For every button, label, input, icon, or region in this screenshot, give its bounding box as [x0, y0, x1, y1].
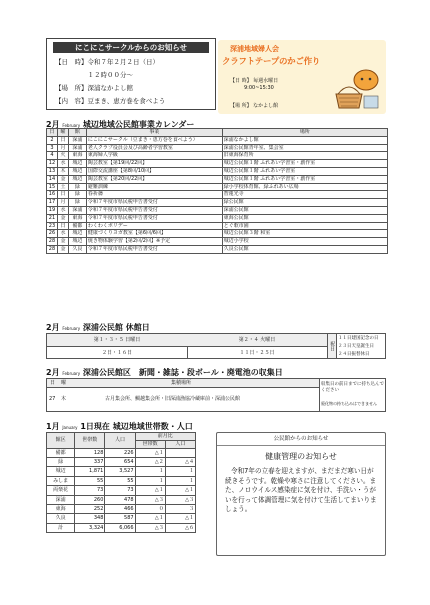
- calendar-cell-day: 16: [47, 191, 58, 199]
- population-cell-households: 337: [75, 458, 105, 467]
- calendar-cell-hall: 深浦: [68, 206, 86, 214]
- recycle-weekday: 木: [61, 396, 67, 402]
- calendar-cell-event: 国際交流講座【第8回/10回】: [86, 167, 222, 175]
- population-heading: 1月 January 1日現在 城辺地域世帯数・人口: [46, 422, 193, 431]
- calendar-cell-place: 深浦なかよし館: [222, 136, 387, 144]
- population-cell-change-households: △１: [135, 448, 165, 457]
- notice-title: にこにこサークルからのお知らせ: [53, 42, 209, 53]
- calendar-cell-hall: 緑: [68, 191, 86, 199]
- closed-col-1: [47, 334, 188, 358]
- calendar-col-event: 事業: [86, 129, 222, 137]
- calendar-row: [47, 199, 388, 207]
- recycle-note-1: 収集日の前日までに持ち込んでください: [321, 382, 384, 393]
- calendar-cell-day: 19: [47, 206, 58, 214]
- calendar-cell-weekday: 金: [57, 245, 68, 253]
- population-col-area: 館区: [47, 433, 75, 449]
- recycle-day: 27: [49, 396, 56, 402]
- calendar-cell-weekday: 金: [57, 238, 68, 246]
- calendar-heading: 2月 February 城辺地域公民館事業カレンダー: [46, 120, 195, 129]
- holiday-item: ２３日天皇誕生日: [338, 344, 374, 349]
- basket-illustration-icon: [326, 68, 382, 112]
- calendar-col-place: 場所: [222, 129, 387, 137]
- population-cell-change-households: △１: [135, 514, 165, 523]
- calendar-cell-place: とぐ歌市園: [222, 222, 387, 230]
- calendar-row: [47, 175, 388, 183]
- calendar-cell-place: 城辺公民館３階 和室: [222, 230, 387, 238]
- population-table: [46, 432, 196, 533]
- calendar-cell-hall: 城辺: [68, 238, 86, 246]
- health-notice: [216, 432, 386, 556]
- population-row: [47, 523, 196, 532]
- population-cell-households: 3,324: [75, 523, 105, 532]
- calendar-cell-hall: 緑: [68, 199, 86, 207]
- notice-row-time: １２時００分～: [81, 71, 133, 79]
- calendar-cell-day: 3: [47, 144, 58, 152]
- population-cell-change-households: △３: [135, 495, 165, 504]
- population-cell-households: 128: [75, 448, 105, 457]
- population-cell-households: 55: [75, 476, 105, 485]
- craft-poster: [218, 40, 386, 114]
- closed-box: [46, 333, 386, 359]
- population-cell-change-population: △３: [165, 495, 195, 504]
- closed-col-2: [187, 334, 328, 358]
- recycle-col-day: 日: [50, 380, 56, 386]
- population-cell-change-households: １: [135, 467, 165, 476]
- calendar-cell-hall: 深浦: [68, 144, 86, 152]
- calendar-row: [47, 245, 388, 253]
- closed-col-1-label: 第１・３・５ 日曜日: [47, 334, 187, 347]
- closed-col-1-days: ２日・１６日: [101, 350, 132, 356]
- calendar-cell-event: 春祈禱: [86, 191, 222, 199]
- calendar-row: [47, 214, 388, 222]
- calendar-cell-weekday: 日: [57, 222, 68, 230]
- population-cell-area: みしま: [47, 476, 75, 485]
- population-cell-population: 466: [105, 505, 135, 514]
- population-cell-households: 73: [75, 486, 105, 495]
- calendar-cell-hall: 備都: [68, 222, 86, 230]
- calendar-cell-hall: 城辺: [68, 175, 86, 183]
- population-cell-area: 緑: [47, 458, 75, 467]
- population-cell-area: 城辺: [47, 467, 75, 476]
- calendar-cell-day: 12: [47, 160, 58, 168]
- craft-subtitle: 深浦地域婦人会: [230, 45, 279, 53]
- calendar-cell-day: 4: [47, 152, 58, 160]
- calendar-cell-place: 城辺公民館１階 ふれあい学習室・創作室: [222, 175, 387, 183]
- population-row: [47, 448, 196, 457]
- recycle-place: 古月集会所、鯛越集会所・旧深浦漁協冷蔵庫前・深浦公民館: [105, 396, 241, 402]
- population-row: [47, 495, 196, 504]
- calendar-row: [47, 167, 388, 175]
- population-cell-change-population: １: [165, 476, 195, 485]
- calendar-cell-hall: 東海: [68, 214, 86, 222]
- population-cell-area: 久良: [47, 514, 75, 523]
- closed-holiday-label: 祝日: [328, 334, 337, 358]
- calendar-cell-weekday: 月: [57, 144, 68, 152]
- calendar-row: [47, 152, 388, 160]
- population-row: [47, 486, 196, 495]
- population-cell-area: 備都: [47, 448, 75, 457]
- calendar-cell-weekday: 金: [57, 214, 68, 222]
- calendar-cell-weekday: 水: [57, 160, 68, 168]
- population-cell-area: 東海: [47, 505, 75, 514]
- calendar-cell-event: 令和７年度市県民税申告書受付: [86, 214, 222, 222]
- health-title: 健康管理のお知らせ: [265, 452, 337, 461]
- calendar-cell-place: 城辺小学校: [222, 238, 387, 246]
- calendar-col-hall: 館: [68, 129, 86, 137]
- calendar-cell-place: 緑小学校体育館、緑ふれあい広場: [222, 183, 387, 191]
- population-row: [47, 505, 196, 514]
- calendar-cell-hall: 城辺: [68, 167, 86, 175]
- craft-title: クラフトテープのかご作り: [222, 57, 320, 67]
- calendar-cell-place: 城辺公民館１階 ふれあい学習室: [222, 167, 387, 175]
- population-cell-change-population: △１: [165, 486, 195, 495]
- closed-col-2-label: 第２・４ 火曜日: [187, 334, 327, 347]
- recycle-col-weekday: 曜: [61, 380, 67, 386]
- calendar-cell-hall: 城辺: [68, 160, 86, 168]
- calendar-row: [47, 230, 388, 238]
- calendar-row: [47, 238, 388, 246]
- calendar-cell-event: 令和７年度市県民税申告書受付: [86, 245, 222, 253]
- population-row: [47, 514, 196, 523]
- population-col-change: 前月比: [135, 433, 195, 441]
- calendar-cell-place: 緑公民館: [222, 199, 387, 207]
- population-row: [47, 458, 196, 467]
- calendar-cell-day: 26: [47, 230, 58, 238]
- closed-col-2-days: １１日・２５日: [239, 350, 275, 356]
- closed-holiday-list: [338, 335, 386, 359]
- calendar-cell-event: にこにこサークル（豆まき・恵方巻を食べよう）: [86, 136, 222, 144]
- calendar-cell-day: 13: [47, 167, 58, 175]
- population-col-population: 人口: [105, 433, 135, 449]
- population-cell-population: 478: [105, 495, 135, 504]
- calendar-cell-day: 2: [47, 136, 58, 144]
- health-tag: 公民館からのお知らせ: [217, 433, 385, 446]
- population-cell-change-households: △２: [135, 458, 165, 467]
- calendar-cell-weekday: 月: [57, 199, 68, 207]
- calendar-cell-place: 深浦公民館: [222, 206, 387, 214]
- population-cell-area: 計: [47, 523, 75, 532]
- calendar-row: [47, 160, 388, 168]
- calendar-header-row: [47, 129, 388, 137]
- calendar-cell-day: 15: [47, 183, 58, 191]
- calendar-cell-weekday: 水: [57, 230, 68, 238]
- calendar-cell-event: 令和７年度市県民税申告書受付: [86, 206, 222, 214]
- calendar-table: [46, 128, 388, 254]
- holiday-item: ２４日振替休日: [338, 352, 370, 357]
- calendar-cell-day: 17: [47, 199, 58, 207]
- calendar-cell-event: わくわくボリデー: [86, 222, 222, 230]
- calendar-cell-hall: 東海: [68, 152, 86, 160]
- calendar-cell-day: 28: [47, 238, 58, 246]
- notice-row-date: 【日 時】令和７年２月２日（日）: [55, 58, 159, 66]
- population-cell-area: 深浦: [47, 495, 75, 504]
- holiday-item: １１日建国記念の日: [338, 336, 379, 341]
- calendar-cell-hall: 城辺: [68, 230, 86, 238]
- calendar-cell-event: 東海婦人学級: [86, 152, 222, 160]
- calendar-cell-event: 陶芸教室【第19回/22回】: [86, 160, 222, 168]
- population-cell-population: 55: [105, 476, 135, 485]
- calendar-cell-day: 21: [47, 214, 58, 222]
- calendar-cell-weekday: 木: [57, 167, 68, 175]
- population-cell-population: 3,527: [105, 467, 135, 476]
- population-cell-change-population: ３: [165, 505, 195, 514]
- calendar-cell-weekday: 土: [57, 183, 68, 191]
- calendar-row: [47, 222, 388, 230]
- calendar-cell-place: 旧東海保育所: [222, 152, 387, 160]
- population-cell-change-population: △１: [165, 514, 195, 523]
- population-cell-households: 1,871: [75, 467, 105, 476]
- closed-heading: 2月 February 深浦公民館 休館日: [46, 323, 150, 332]
- calendar-row: [47, 183, 388, 191]
- population-cell-change-population: １: [165, 467, 195, 476]
- population-cell-population: 654: [105, 458, 135, 467]
- population-cell-population: 226: [105, 448, 135, 457]
- notice-box: [46, 38, 216, 110]
- calendar-cell-weekday: 日: [57, 136, 68, 144]
- calendar-cell-hall: 緑: [68, 183, 86, 191]
- calendar-row: [47, 206, 388, 214]
- calendar-cell-weekday: 金: [57, 175, 68, 183]
- calendar-row: [47, 144, 388, 152]
- calendar-cell-event: 陶芸教室【第20回/22回】: [86, 175, 222, 183]
- calendar-cell-place: 智蓮光寺: [222, 191, 387, 199]
- notice-row-content: 【内 容】豆まき、恵方巻を食べよう: [55, 97, 166, 105]
- calendar-cell-weekday: 火: [57, 152, 68, 160]
- notice-row-place: 【場 所】深浦なかよし館: [55, 84, 133, 92]
- recycle-row: [47, 387, 319, 412]
- recycle-divider: [319, 379, 320, 411]
- population-cell-change-population: △４: [165, 458, 195, 467]
- craft-place: 【場 所】 なかよし館: [230, 103, 279, 109]
- recycle-heading: 2月 February 深浦公民館区 新聞・雑誌・段ボール・廃電池の収集日: [46, 368, 283, 377]
- calendar-cell-event: 避難訓練: [86, 183, 222, 191]
- population-cell-change-population: △６: [165, 523, 195, 532]
- calendar-cell-place: 東海公民館: [222, 214, 387, 222]
- calendar-cell-hall: 久良: [68, 245, 86, 253]
- population-row: [47, 467, 196, 476]
- notice-rows: [55, 56, 215, 108]
- population-cell-change-households: １: [135, 476, 165, 485]
- population-cell-population: 73: [105, 486, 135, 495]
- health-body: 令和7年の立春を迎えますが、まだまだ寒い日が続きそうです。乾燥や寒さに注意してください。また、ノロウイルス感染症に気を付け、手洗い・うがいを行って体調管理に気を付けて生活してまいりましょう。: [225, 467, 377, 514]
- calendar-cell-day: 23: [47, 222, 58, 230]
- calendar-cell-event: 焼き物体験学習【第2回/2回】※予定: [86, 238, 222, 246]
- calendar-cell-event: 健康づくりヨガ教室【第6回/6回】: [86, 230, 222, 238]
- population-cell-households: 252: [75, 505, 105, 514]
- recycle-col-place: 集積場所: [171, 380, 192, 386]
- calendar-cell-hall: 深浦: [68, 136, 86, 144]
- calendar-col-weekday: 曜: [57, 129, 68, 137]
- population-cell-population: 6,066: [105, 523, 135, 532]
- population-col-change-population: 人口: [165, 440, 195, 448]
- calendar-row: [47, 191, 388, 199]
- calendar-cell-day: 14: [47, 175, 58, 183]
- population-header-row: [47, 433, 196, 441]
- calendar-cell-event: 令和７年度市県民税申告書受付: [86, 199, 222, 207]
- craft-date: 【日 時】 毎週水曜日: [230, 78, 279, 84]
- population-cell-change-households: △１: [135, 486, 165, 495]
- population-col-change-households: 世帯数: [135, 440, 165, 448]
- recycle-note-2: 廃化物の持ち込みはできません: [321, 401, 377, 406]
- population-cell-households: 260: [75, 495, 105, 504]
- population-col-households: 世帯数: [75, 433, 105, 449]
- population-cell-households: 348: [75, 514, 105, 523]
- calendar-row: [47, 136, 388, 144]
- population-row: [47, 476, 196, 485]
- population-cell-change-households: ０: [135, 505, 165, 514]
- population-cell-area: 両楽花: [47, 486, 75, 495]
- population-cell-change-households: △３: [135, 523, 165, 532]
- calendar-cell-place: 城辺公民館１階 ふれあい学習室・創作室: [222, 160, 387, 168]
- calendar-cell-event: 老人クラブ役員会及び高齢者学習教室: [86, 144, 222, 152]
- population-cell-population: 587: [105, 514, 135, 523]
- recycle-box: [46, 378, 386, 412]
- calendar-cell-place: 深浦公民館青年室、集会室: [222, 144, 387, 152]
- calendar-cell-weekday: 日: [57, 191, 68, 199]
- calendar-col-day: 日: [47, 129, 58, 137]
- population-cell-change-population: [165, 448, 195, 457]
- calendar-cell-weekday: 水: [57, 206, 68, 214]
- craft-time: 9:00~15:30: [244, 85, 274, 91]
- calendar-cell-place: 久良公民館: [222, 245, 387, 253]
- calendar-cell-day: 28: [47, 245, 58, 253]
